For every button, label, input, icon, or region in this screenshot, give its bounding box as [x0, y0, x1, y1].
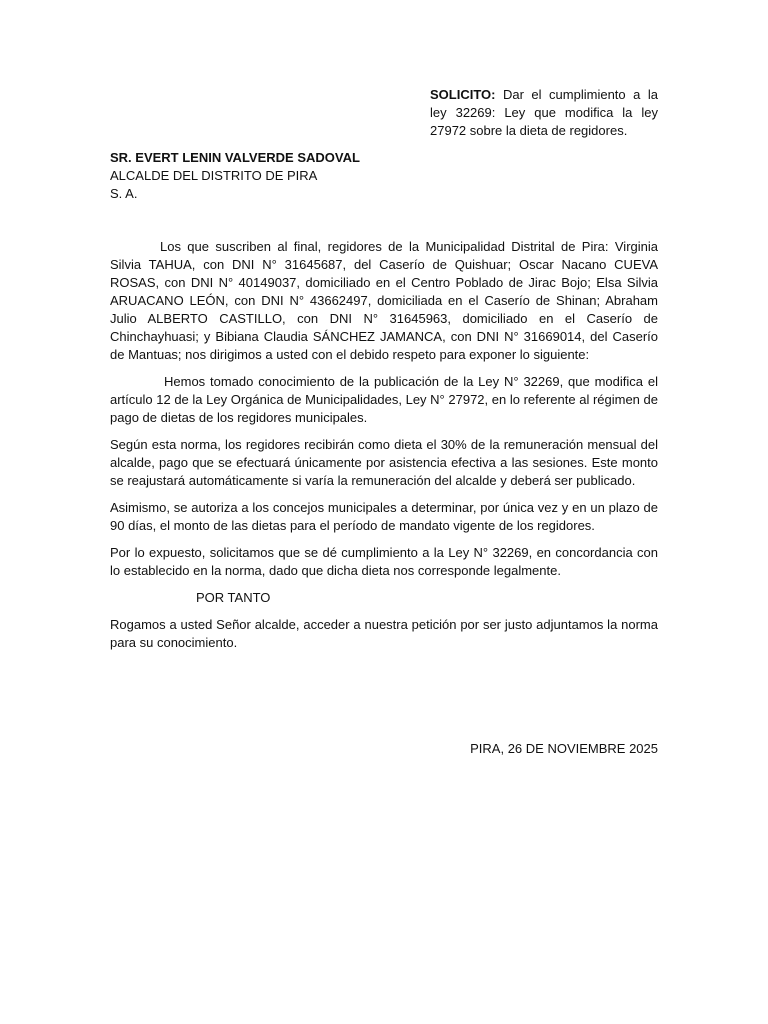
- addressee-block: [110, 149, 510, 203]
- solicito-block: [430, 86, 658, 140]
- closing-paragraph: Rogamos a usted Señor alcalde, acceder a nuestra petición por ser justo adjuntamos la norma para su conocimiento.: [110, 617, 658, 650]
- body-paragraph-4: Por lo expuesto, solicitamos que se dé cumplimiento a la Ley N° 32269, en concordancia con lo establecido en la norma, dado que dicha dieta nos corresponde legalmente.: [110, 545, 658, 578]
- addressee-name: SR. EVERT LENIN VALVERDE SADOVAL: [110, 150, 360, 165]
- body-paragraph-1: Hemos tomado conocimiento de la publicación de la Ley N° 32269, que modifica el artículo 12 de la Ley Orgánica de Municipalidades, Ley N° 27972, en lo referente al régimen de pago de dietas de los regidores municipales.: [110, 374, 658, 425]
- addressee-salutation: S. A.: [110, 186, 138, 201]
- solicito-label: SOLICITO:: [430, 87, 496, 102]
- body-paragraph-2: Según esta norma, los regidores recibirán como dieta el 30% de la remuneración mensual del alcalde, pago que se efectuará únicamente por asistencia efectiva a las sesiones. Este monto se reajustará automáticamente si varía la remuneración del alcalde y deberá ser publicado.: [110, 437, 658, 488]
- date-line: PIRA, 26 DE NOVIEMBRE 2025: [470, 741, 658, 756]
- letter-body: [110, 238, 658, 661]
- intro-paragraph: Los que suscriben al final, regidores de la Municipalidad Distrital de Pira: Virginia Silvia TAHUA, con DNI N° 31645687, del Caserío de Quishuar; Oscar Nacano CUEVA ROSAS, con DNI N° 40149037, domiciliado en el Centro Poblado de Jirac Bojo; Elsa Silvia ARUACANO LEÓN, con DNI N° 43662497, domiciliada en el Caserío de Shinan; Abraham Julio ALBERTO CASTILLO, con DNI N° 31645963, domiciliado en el Caserío de Chinchayhuasi; y Bibiana Claudia SÁNCHEZ JAMANCA, con DNI N° 31669014, del Caserío de Mantuas; nos dirigimos a usted con el debido respeto para exponer lo siguiente:: [110, 239, 658, 362]
- por-tanto-heading: POR TANTO: [196, 590, 271, 605]
- addressee-title: ALCALDE DEL DISTRITO DE PIRA: [110, 168, 318, 183]
- body-paragraph-3: Asimismo, se autoriza a los concejos municipales a determinar, por única vez y en un plazo de 90 días, el monto de las dietas para el período de mandato vigente de los regidores.: [110, 500, 658, 533]
- solicito-text: Dar el cumplimiento a la ley 32269: Ley que modifica la ley 27972 sobre la dieta de regidores.: [430, 87, 658, 138]
